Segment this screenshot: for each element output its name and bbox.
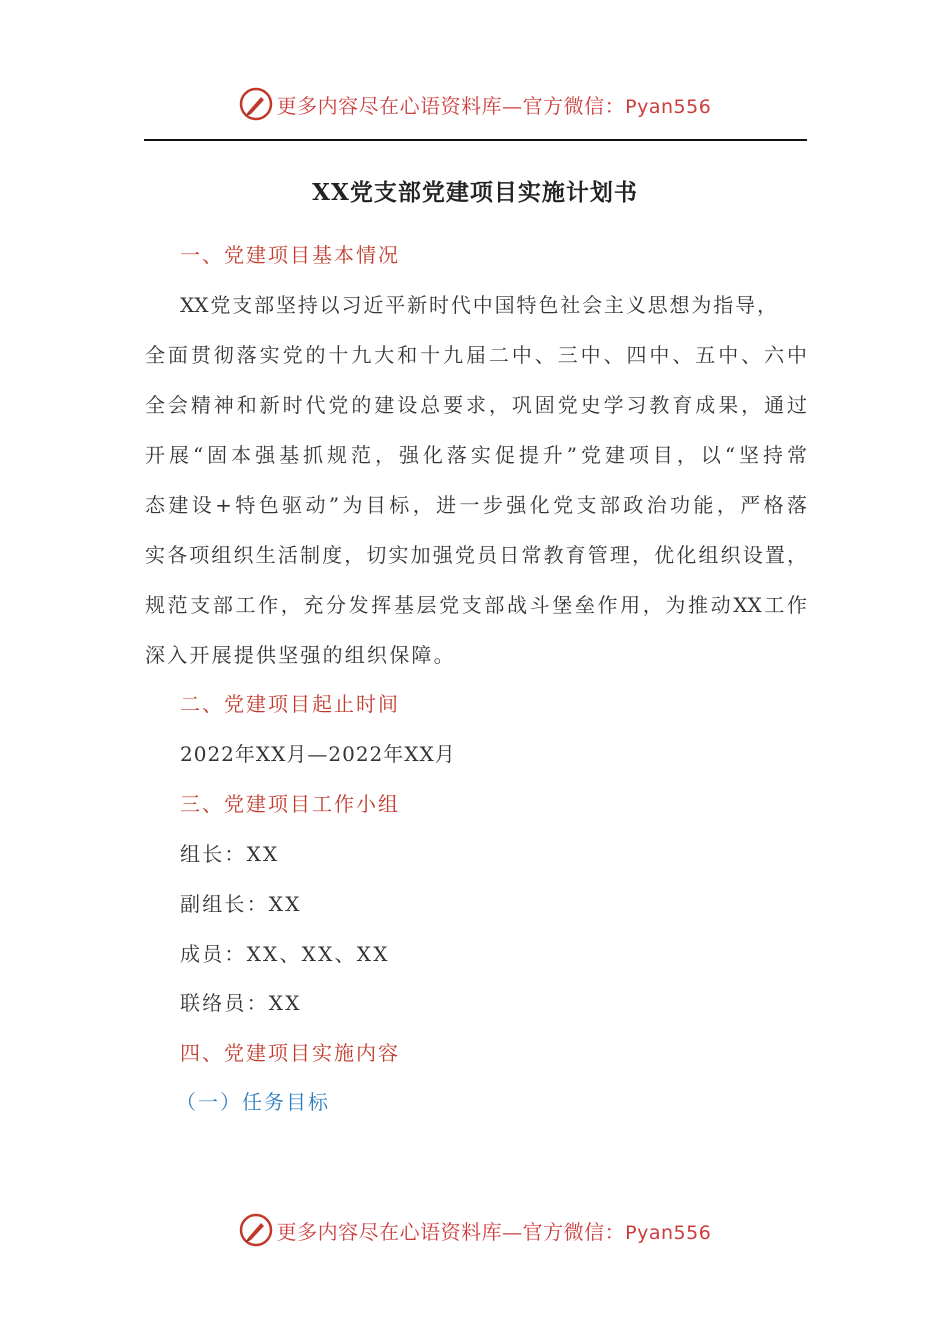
paragraph-line: 规范支部工作，充分发挥基层党支部战斗堡垒作用，为推动XX工作 bbox=[145, 593, 807, 617]
paragraph-line: 全会精神和新时代党的建设总要求，巩固党史学习教育成果，通过 bbox=[145, 393, 807, 417]
paragraph-line: XX党支部坚持以习近平新时代中国特色社会主义思想为指导， bbox=[180, 293, 777, 317]
paragraph-line: 深入开展提供坚强的组织保障。 bbox=[145, 643, 456, 667]
document-title: XX党支部党建项目实施计划书 bbox=[312, 179, 638, 206]
wechat-id: Pyan556 bbox=[625, 1221, 712, 1244]
header-divider bbox=[144, 139, 807, 141]
header-banner bbox=[0, 82, 950, 126]
paragraph-line: 实各项组织生活制度，切实加强党员日常教育管理，优化组织设置， bbox=[145, 543, 807, 567]
liaison: 联络员：XX bbox=[180, 991, 302, 1015]
paragraph-line: 开展“固本强基抓规范，强化落实促提升”党建项目，以“坚持常 bbox=[145, 443, 807, 467]
pen-logo-icon bbox=[239, 1213, 273, 1247]
project-period: 2022年XX月—2022年XX月 bbox=[180, 742, 456, 766]
deputy-leader: 副组长：XX bbox=[180, 892, 302, 916]
paragraph-line: 全面贯彻落实党的十九大和十九届二中、三中、四中、五中、六中 bbox=[145, 343, 807, 367]
group-leader: 组长：XX bbox=[180, 842, 280, 866]
wechat-id: Pyan556 bbox=[625, 95, 712, 118]
section-heading: 二、党建项目起止时间 bbox=[180, 692, 400, 716]
section-heading: 一、党建项目基本情况 bbox=[180, 243, 400, 267]
section-heading: 四、党建项目实施内容 bbox=[180, 1041, 400, 1065]
section-heading: 三、党建项目工作小组 bbox=[180, 792, 400, 816]
group-members: 成员：XX、XX、XX bbox=[180, 942, 390, 966]
footer-banner bbox=[0, 1208, 950, 1252]
pen-logo-icon bbox=[239, 87, 273, 121]
paragraph-line: 态建设+特色驱动”为目标，进一步强化党支部政治功能，严格落 bbox=[145, 493, 807, 517]
banner-text: 更多内容尽在心语资料库—官方微信： bbox=[276, 93, 626, 118]
subsection-heading: （一）任务目标 bbox=[176, 1090, 330, 1114]
banner-text: 更多内容尽在心语资料库—官方微信： bbox=[276, 1219, 626, 1244]
